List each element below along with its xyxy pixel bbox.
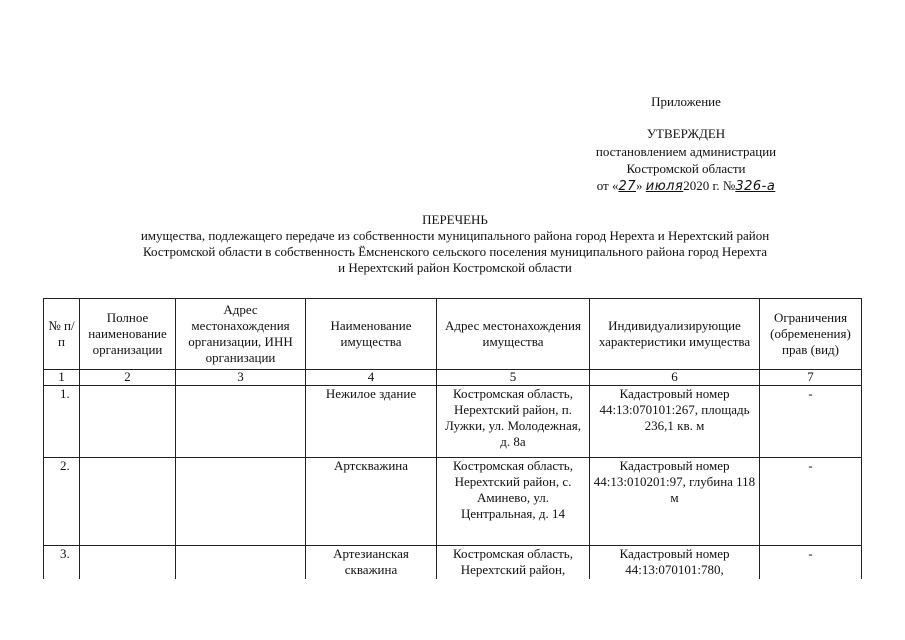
column-number: 6: [590, 370, 760, 386]
property-name-cell: Артскважина: [306, 458, 437, 546]
characteristics-cell: Кадастровый номер 44:13:010201:97, глубина 118 м: [590, 458, 760, 546]
org-name-cell: [80, 386, 176, 458]
heading-line-2: Костромской области в собственность Ёмсненского сельского поселения муниципального района город Нерехта: [143, 244, 767, 259]
date-day-handwritten: 27: [618, 179, 636, 194]
row-number: 1.: [44, 386, 80, 458]
org-address-cell: [176, 458, 306, 546]
approved-label: УТВЕРЖДЕН: [646, 126, 726, 141]
restrictions-cell: -: [760, 458, 862, 546]
appendix-label: Приложение: [651, 94, 721, 109]
decree-number-handwritten: 326-а: [735, 179, 776, 194]
property-table: [43, 298, 862, 596]
header-cell: Адрес местонахождения имущества: [437, 299, 590, 370]
row-number: 2.: [44, 458, 80, 546]
row-number: 3.: [44, 546, 80, 596]
column-number: 1: [44, 370, 80, 386]
date-month-handwritten: июля: [645, 179, 684, 194]
restrictions-cell: -: [760, 546, 862, 596]
document-title: ПЕРЕЧЕНЬ: [422, 212, 488, 227]
heading-line-3: и Нерехтский район Костромской области: [338, 260, 572, 275]
column-number: 4: [306, 370, 437, 386]
approval-block: [560, 94, 812, 196]
column-number: 7: [760, 370, 862, 386]
property-address-cell: Костромская область, Нерехтский район, п. Лужки, ул. Молодежная, д. 8а: [437, 386, 590, 458]
table-row: [44, 386, 862, 458]
characteristics-cell: Кадастровый номер 44:13:070101:780,: [590, 546, 760, 596]
header-cell: Адрес местонахождения организации, ИНН организации: [176, 299, 306, 370]
document-heading: [80, 212, 830, 276]
column-number: 3: [176, 370, 306, 386]
org-name-cell: [80, 458, 176, 546]
column-number-row: [44, 370, 862, 386]
org-address-cell: [176, 386, 306, 458]
characteristics-cell: Кадастровый номер 44:13:070101:267, площадь 236,1 кв. м: [590, 386, 760, 458]
decree-label: постановлением администрации: [595, 144, 777, 159]
header-cell: Ограничения (обременения) прав (вид): [760, 299, 862, 370]
region-label: Костромской области: [626, 161, 746, 176]
page-cutoff: [0, 579, 905, 640]
restrictions-cell: -: [760, 386, 862, 458]
table-row: [44, 458, 862, 546]
property-address-cell: Костромская область, Нерехтский район, с. Аминево, ул. Центральная, д. 14: [437, 458, 590, 546]
header-cell: Наименование имущества: [306, 299, 437, 370]
column-number: 2: [80, 370, 176, 386]
heading-line-1: имущества, подлежащего передаче из собственности муниципального района город Нерехта и Нерехтский район: [140, 228, 770, 243]
property-address-cell: Костромская область, Нерехтский район,: [437, 546, 590, 596]
table-header-row: [44, 299, 862, 370]
header-cell: № п/п: [44, 299, 80, 370]
column-number: 5: [437, 370, 590, 386]
property-name-cell: Артезианская скважина: [306, 546, 437, 596]
property-name-cell: Нежилое здание: [306, 386, 437, 458]
header-cell: Полное наименование организации: [80, 299, 176, 370]
decree-date: от «27» июля2020 г. №326-а: [596, 178, 776, 194]
header-cell: Индивидуализирующие характеристики имущества: [590, 299, 760, 370]
